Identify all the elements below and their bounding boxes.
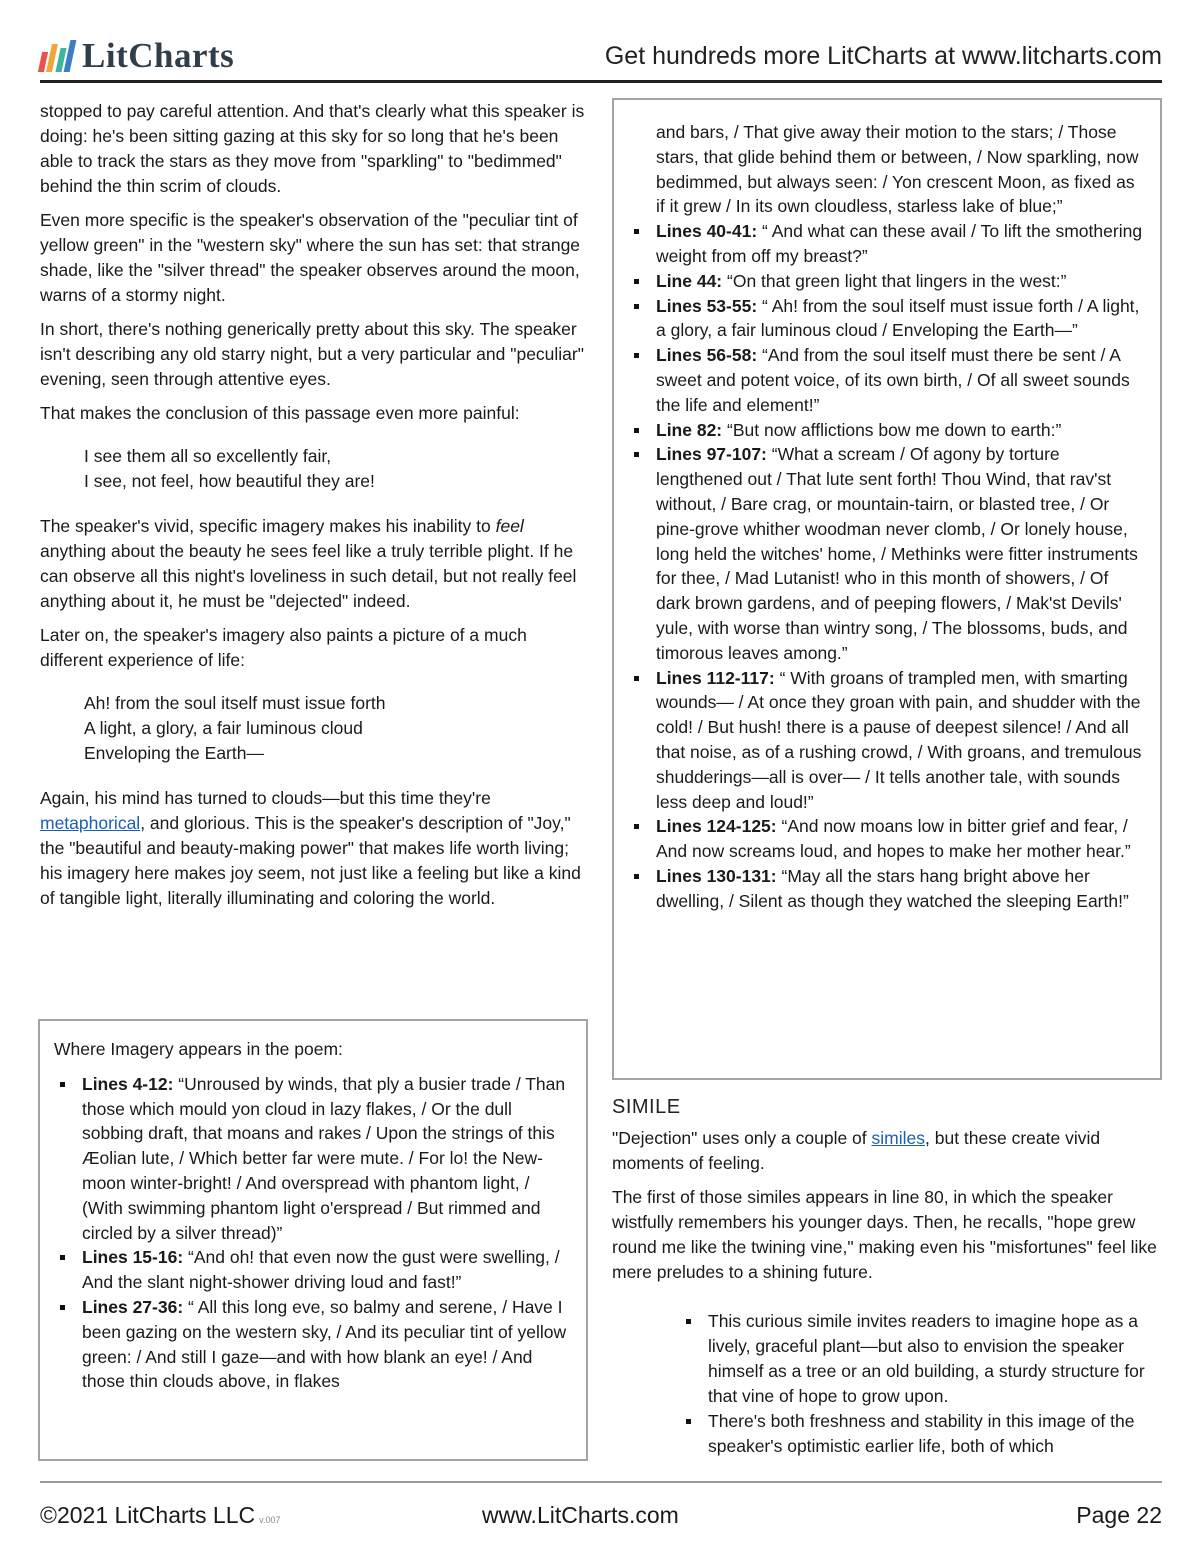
quote-text: “And oh! that even now the gust were swelling, / And the slant night-shower driving loud and fast!”: [82, 1247, 560, 1293]
quote-text: “What a scream / Of agony by torture lengthened out / That lute sent forth! Thou Wind, that rav'st without, / Bare crag, or mountain-tairn, or blasted tree, / Or pine-grove whither woodman never clomb, / Or lonely house, long held the witches' home, / Methinks were fitter instruments for thee, / Mad Lutanist! who in this month of showers, / Of dark brown gardens, and of peeping flowers, / Mak'st Devils' yule, with worse than wintry song, / The blossoms, buds, and timorous leaves among.”: [656, 444, 1138, 663]
appearance-list: [54, 1072, 574, 1394]
paragraph: Later on, the speaker's imagery also paints a picture of a much different experience of life:: [40, 625, 527, 670]
list-continuation: and bars, / That give away their motion to the stars; / Those stars, that glide behind them or between, / Now sparkling, now bedimmed, but always seen: / Yon crescent Moon, as fixed as if it grew / In its own cloudless, starless lake of blue;”: [656, 122, 1139, 217]
list-item: [656, 418, 1146, 443]
quote-line: Enveloping the Earth—: [84, 743, 264, 763]
similes-link[interactable]: similes: [871, 1128, 926, 1148]
paragraph: The first of those similes appears in line 80, in which the speaker wistfully remembers his younger days. Then, he recalls, "hope grew round me like the twining vine," making even his "misfortunes" feel like mere preludes to a shining future.: [612, 1187, 1157, 1282]
quote-text: “And now moans low in bitter grief and fear, / And now screams loud, and hopes to make her mother hear.”: [656, 816, 1131, 862]
list-item: [656, 864, 1146, 914]
paragraph: That makes the conclusion of this passage even more painful:: [40, 403, 520, 423]
quote-text: “Unroused by winds, that ply a busier trade / Than those which mould yon cloud in lazy flakes, / Or the dull sobbing draft, that moans and rakes / Upon the strings of this Æolian lute, / Which better far were mute. / For lo! the New-moon winter-bright! / And overspread with phantom light, / (With swimming phantom light o'erspread / But rimmed and circled by a silver thread)”: [82, 1073, 566, 1243]
paragraph: stopped to pay careful attention. And that's clearly what this speaker is doing: he's been sitting gazing at this sky for so long that he's been able to track the stars as they move from "sparkling" to "bedimmed" behind the thin scrim of clouds.: [40, 101, 585, 196]
logo-text: LitCharts: [82, 36, 235, 75]
quote-line: I see, not feel, how beautiful they are!: [84, 471, 375, 491]
quote-text: “And from the soul itself must there be sent / A sweet and potent voice, of its own birth, / Of all sweet sounds the life and element!”: [656, 345, 1130, 415]
line-ref: Lines 27-36:: [82, 1296, 184, 1317]
list-item: [656, 269, 1146, 294]
left-column: [40, 99, 588, 920]
list-item: [656, 294, 1146, 344]
list-item: This curious simile invites readers to imagine hope as a lively, graceful plant—but also to envision the speaker himself as a tree or an old building, a sturdy structure for that vine of hope to grow upon.: [708, 1309, 1162, 1409]
quote-text: “May all the stars hang bright above her dwelling, / Silent as though they watched the sleeping Earth!”: [656, 865, 1129, 911]
imagery-appearances-box: [38, 1019, 588, 1461]
text-span: The speaker's vivid, specific imagery makes his inability to: [40, 516, 496, 536]
list-item: [82, 1245, 574, 1295]
page-footer: [40, 1502, 1162, 1534]
quote-text: “But now afflictions bow me down to earth:”: [722, 419, 1062, 440]
header-tagline[interactable]: Get hundreds more LitCharts at www.litcharts.com: [604, 42, 1162, 70]
quote-text: “On that green light that lingers in the west:”: [722, 270, 1067, 291]
version-label: v.007: [259, 1515, 281, 1525]
paragraph: [40, 786, 588, 911]
quote-line: I see them all so excellently fair,: [84, 446, 332, 466]
line-ref: Lines 97-107:: [656, 444, 767, 465]
copyright: [40, 1502, 280, 1529]
line-ref: Lines 40-41:: [656, 221, 758, 242]
emphasis-text: feel: [495, 516, 524, 536]
footer-divider: [40, 1481, 1162, 1483]
list-item: [656, 343, 1146, 417]
quote-text: “ And what can these avail / To lift the smothering weight from off my breast?”: [656, 221, 1143, 266]
line-ref: Line 82:: [656, 419, 723, 440]
text-span: anything about the beauty he sees feel like a truly terrible plight. If he can observe all this night's loveliness in such detail, but not really feel anything about it, he must be "dejected" indeed.: [40, 541, 577, 611]
quote-text: “ Ah! from the soul itself must issue forth / A light, a glory, a fair luminous cloud / Enveloping the Earth—”: [656, 295, 1140, 341]
footer-site-link[interactable]: www.LitCharts.com: [482, 1502, 679, 1528]
line-ref: Lines 53-55:: [656, 295, 758, 316]
section-heading: SIMILE: [612, 1096, 681, 1118]
paragraph: [40, 514, 588, 614]
line-ref: Lines 112-117:: [656, 667, 775, 688]
imagery-appearances-box-continued: [612, 98, 1162, 1080]
text-span: , and glorious. This is the speaker's description of "Joy," the "beautiful and beauty-making power" that makes life worth living; his imagery here makes joy seem, not just like a feeling but like a kind of tangible light, literally illuminating and coloring the world.: [40, 813, 581, 908]
list-item: There's both freshness and stability in this image of the speaker's optimistic earlier life, both of which: [708, 1409, 1162, 1459]
line-ref: Lines 4-12:: [82, 1073, 174, 1094]
paragraph: [612, 1126, 1162, 1176]
appearance-list: [628, 219, 1146, 913]
line-ref: Lines 130-131:: [656, 865, 777, 886]
metaphorical-link[interactable]: metaphorical: [40, 813, 141, 833]
text-span: "Dejection" uses only a couple of: [612, 1128, 872, 1148]
quote-line: A light, a glory, a fair luminous cloud: [84, 718, 363, 738]
logo-bars-icon: [40, 40, 76, 72]
litcharts-logo[interactable]: [40, 34, 234, 78]
list-item: [656, 219, 1146, 269]
quote-text: “ All this long eve, so balmy and serene, / Have I been gazing on the western sky, / And its peculiar tint of yellow green: / And still I gaze—and with how blank an eye! / And those thin clouds above, in flakes: [82, 1296, 567, 1392]
page-number: Page 22: [1076, 1502, 1162, 1528]
text-span: , but these create vivid moments of feeling.: [612, 1128, 1101, 1173]
paragraph: Even more specific is the speaker's observation of the "peculiar tint of yellow green" in the "western sky" where the sun has set: that strange shade, like the "silver thread" the speaker observes around the moon, warns of a stormy night.: [40, 210, 581, 305]
quote-line: Ah! from the soul itself must issue forth: [84, 693, 386, 713]
list-item: [82, 1072, 574, 1246]
quote-text: “ With groans of trampled men, with smarting wounds— / At once they groan with pain, and shudder with the cold! / But hush! there is a pause of deepest silence! / And all that noise, as of a rushing crowd, / With groans, and tremulous shudderings—all is over— / It tells another tale, with sounds less deep and loud!”: [656, 667, 1142, 812]
line-ref: Lines 15-16:: [82, 1247, 184, 1268]
text-span: Again, his mind has turned to clouds—but this time they're: [40, 788, 491, 808]
simile-section: [612, 1095, 1162, 1459]
list-item: [82, 1295, 574, 1394]
block-quote: [84, 691, 588, 766]
copyright-text: ©2021 LitCharts LLC: [40, 1502, 256, 1528]
header-divider: [40, 80, 1162, 83]
line-ref: Line 44:: [656, 270, 723, 291]
list-item: [656, 666, 1146, 815]
line-ref: Lines 124-125:: [656, 816, 777, 837]
block-quote: [84, 444, 588, 494]
paragraph: In short, there's nothing generically pretty about this sky. The speaker isn't describing any old starry night, but a very particular and "peculiar" evening, seen through attentive eyes.: [40, 319, 584, 389]
list-item: [656, 442, 1146, 665]
box-title: Where Imagery appears in the poem:: [54, 1039, 343, 1059]
line-ref: Lines 56-58:: [656, 345, 758, 366]
simile-bullets: [612, 1309, 1162, 1459]
list-item: [656, 814, 1146, 864]
page-header: [40, 30, 1162, 80]
